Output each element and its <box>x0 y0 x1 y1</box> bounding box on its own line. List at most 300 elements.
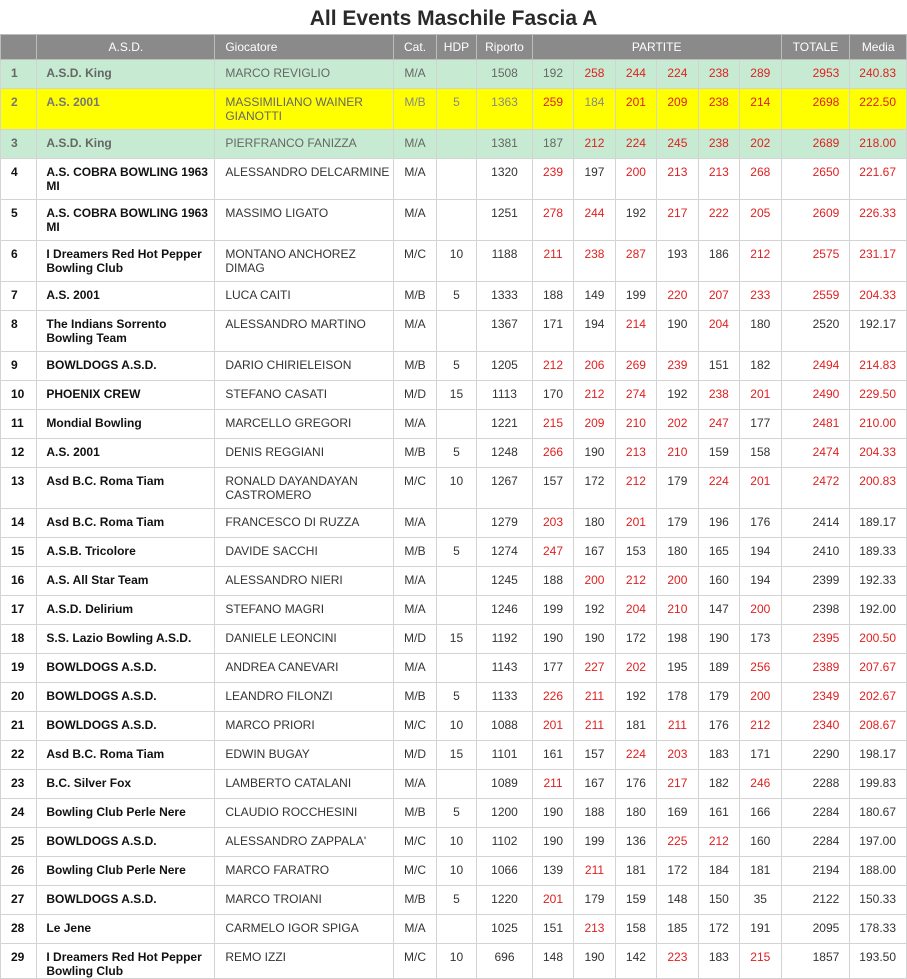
cell-category: M/A <box>394 311 436 352</box>
cell-game-score: 181 <box>615 857 656 886</box>
page-title: All Events Maschile Fascia A <box>309 7 598 30</box>
cell-game-score: 210 <box>615 410 656 439</box>
table-row <box>1 509 907 538</box>
cell-category: M/D <box>394 741 436 770</box>
cell-player: MARCO PRIORI <box>215 712 394 741</box>
cell-riporto: 1279 <box>477 509 533 538</box>
cell-game-score: 224 <box>615 130 656 159</box>
cell-category: M/C <box>394 241 436 282</box>
cell-hdp <box>436 311 476 352</box>
cell-game-score: 201 <box>740 468 782 509</box>
cell-game-score: 258 <box>574 60 615 89</box>
cell-player: CLAUDIO ROCCHESINI <box>215 799 394 828</box>
cell-hdp: 10 <box>436 712 476 741</box>
cell-club: A.S.B. Tricolore <box>37 538 215 567</box>
cell-game-score: 159 <box>615 886 656 915</box>
cell-total: 2340 <box>781 712 850 741</box>
cell-hdp: 5 <box>436 282 476 311</box>
cell-hdp: 5 <box>436 538 476 567</box>
cell-total: 2194 <box>781 857 850 886</box>
cell-game-score: 181 <box>615 712 656 741</box>
cell-game-score: 193 <box>657 241 698 282</box>
cell-club: A.S.D. Delirium <box>37 596 215 625</box>
cell-game-score: 213 <box>657 159 698 200</box>
cell-hdp: 10 <box>436 828 476 857</box>
cell-player: STEFANO CASATI <box>215 381 394 410</box>
cell-game-score: 200 <box>740 683 782 712</box>
cell-game-score: 178 <box>657 683 698 712</box>
cell-game-score: 227 <box>574 654 615 683</box>
cell-total: 2095 <box>781 915 850 944</box>
cell-game-score: 167 <box>574 770 615 799</box>
cell-game-score: 199 <box>574 828 615 857</box>
cell-game-score: 151 <box>698 352 739 381</box>
cell-category: M/A <box>394 596 436 625</box>
cell-club: A.S. COBRA BOWLING 1963 MI <box>37 159 215 200</box>
cell-game-score: 239 <box>657 352 698 381</box>
cell-total: 2650 <box>781 159 850 200</box>
cell-game-score: 212 <box>698 828 739 857</box>
header-row <box>1 35 907 60</box>
cell-game-score: 256 <box>740 654 782 683</box>
cell-club: Le Jene <box>37 915 215 944</box>
cell-game-score: 269 <box>615 352 656 381</box>
cell-average: 222.50 <box>850 89 907 130</box>
cell-riporto: 1333 <box>477 282 533 311</box>
cell-average: 188.00 <box>850 857 907 886</box>
cell-player: MARCELLO GREGORI <box>215 410 394 439</box>
cell-game-score: 238 <box>574 241 615 282</box>
cell-total: 2481 <box>781 410 850 439</box>
cell-average: 210.00 <box>850 410 907 439</box>
cell-game-score: 139 <box>532 857 573 886</box>
table-row <box>1 799 907 828</box>
table-row <box>1 741 907 770</box>
cell-game-score: 161 <box>698 799 739 828</box>
cell-game-score: 206 <box>574 352 615 381</box>
cell-game-score: 190 <box>532 625 573 654</box>
cell-total: 2395 <box>781 625 850 654</box>
cell-game-score: 149 <box>574 282 615 311</box>
header-club[interactable]: A.S.D. <box>37 35 215 60</box>
cell-position: 26 <box>1 857 37 886</box>
cell-club: A.S. COBRA BOWLING 1963 MI <box>37 200 215 241</box>
cell-game-score: 165 <box>698 538 739 567</box>
cell-riporto: 1089 <box>477 770 533 799</box>
cell-game-score: 201 <box>532 712 573 741</box>
cell-total: 2349 <box>781 683 850 712</box>
cell-riporto: 1113 <box>477 381 533 410</box>
cell-average: 189.33 <box>850 538 907 567</box>
cell-game-score: 213 <box>615 439 656 468</box>
cell-player: DARIO CHIRIELEISON <box>215 352 394 381</box>
cell-game-score: 192 <box>615 200 656 241</box>
cell-riporto: 1248 <box>477 439 533 468</box>
cell-position: 23 <box>1 770 37 799</box>
cell-game-score: 166 <box>740 799 782 828</box>
cell-club: A.S. 2001 <box>37 89 215 130</box>
cell-position: 12 <box>1 439 37 468</box>
cell-game-score: 172 <box>574 468 615 509</box>
cell-average: 192.17 <box>850 311 907 352</box>
cell-position: 8 <box>1 311 37 352</box>
cell-game-score: 169 <box>657 799 698 828</box>
cell-position: 13 <box>1 468 37 509</box>
header-hdp[interactable]: HDP <box>436 35 476 60</box>
cell-game-score: 172 <box>615 625 656 654</box>
cell-game-score: 211 <box>574 683 615 712</box>
cell-riporto: 1192 <box>477 625 533 654</box>
cell-average: 150.33 <box>850 886 907 915</box>
cell-game-score: 212 <box>532 352 573 381</box>
cell-player: DAVIDE SACCHI <box>215 538 394 567</box>
cell-average: 192.00 <box>850 596 907 625</box>
cell-hdp <box>436 200 476 241</box>
cell-total: 2122 <box>781 886 850 915</box>
cell-category: M/D <box>394 381 436 410</box>
cell-club: A.S.D. King <box>37 130 215 159</box>
cell-game-score: 188 <box>532 282 573 311</box>
cell-average: 218.00 <box>850 130 907 159</box>
cell-hdp: 10 <box>436 468 476 509</box>
cell-average: 198.17 <box>850 741 907 770</box>
cell-game-score: 158 <box>740 439 782 468</box>
cell-position: 10 <box>1 381 37 410</box>
cell-game-score: 224 <box>698 468 739 509</box>
cell-game-score: 225 <box>657 828 698 857</box>
cell-riporto: 1088 <box>477 712 533 741</box>
cell-player: STEFANO MAGRI <box>215 596 394 625</box>
cell-hdp: 5 <box>436 886 476 915</box>
cell-game-score: 238 <box>698 381 739 410</box>
table-row <box>1 857 907 886</box>
cell-category: M/C <box>394 468 436 509</box>
cell-hdp: 10 <box>436 241 476 282</box>
cell-average: 221.67 <box>850 159 907 200</box>
cell-game-score: 136 <box>615 828 656 857</box>
cell-total: 2284 <box>781 828 850 857</box>
cell-hdp <box>436 654 476 683</box>
cell-game-score: 194 <box>740 567 782 596</box>
cell-game-score: 274 <box>615 381 656 410</box>
table-row <box>1 352 907 381</box>
cell-game-score: 183 <box>698 741 739 770</box>
cell-game-score: 245 <box>657 130 698 159</box>
cell-game-score: 197 <box>574 159 615 200</box>
cell-riporto: 1133 <box>477 683 533 712</box>
cell-hdp: 10 <box>436 944 476 979</box>
cell-hdp <box>436 130 476 159</box>
cell-game-score: 195 <box>657 654 698 683</box>
cell-total: 2494 <box>781 352 850 381</box>
cell-riporto: 1221 <box>477 410 533 439</box>
cell-average: 189.17 <box>850 509 907 538</box>
cell-club: Bowling Club Perle Nere <box>37 857 215 886</box>
cell-club: A.S. All Star Team <box>37 567 215 596</box>
cell-game-score: 190 <box>657 311 698 352</box>
cell-average: 204.33 <box>850 439 907 468</box>
cell-game-score: 190 <box>698 625 739 654</box>
table-body <box>1 60 907 979</box>
cell-riporto: 1251 <box>477 200 533 241</box>
cell-game-score: 171 <box>532 311 573 352</box>
cell-game-score: 289 <box>740 60 782 89</box>
cell-game-score: 201 <box>532 886 573 915</box>
cell-game-score: 194 <box>574 311 615 352</box>
cell-game-score: 204 <box>615 596 656 625</box>
cell-club: Asd B.C. Roma Tiam <box>37 468 215 509</box>
cell-club: Asd B.C. Roma Tiam <box>37 509 215 538</box>
table-row <box>1 596 907 625</box>
cell-position: 22 <box>1 741 37 770</box>
cell-total: 2689 <box>781 130 850 159</box>
cell-average: 240.83 <box>850 60 907 89</box>
cell-category: M/B <box>394 538 436 567</box>
cell-game-score: 158 <box>615 915 656 944</box>
cell-club: B.C. Silver Fox <box>37 770 215 799</box>
cell-game-score: 238 <box>698 130 739 159</box>
cell-game-score: 224 <box>657 60 698 89</box>
cell-game-score: 200 <box>574 567 615 596</box>
cell-game-score: 190 <box>574 439 615 468</box>
cell-category: M/A <box>394 770 436 799</box>
cell-riporto: 1363 <box>477 89 533 130</box>
cell-game-score: 151 <box>532 915 573 944</box>
table-row <box>1 828 907 857</box>
cell-club: S.S. Lazio Bowling A.S.D. <box>37 625 215 654</box>
cell-position: 28 <box>1 915 37 944</box>
cell-game-score: 210 <box>657 596 698 625</box>
cell-average: 193.50 <box>850 944 907 979</box>
cell-hdp: 15 <box>436 381 476 410</box>
cell-game-score: 212 <box>574 130 615 159</box>
cell-total: 1857 <box>781 944 850 979</box>
cell-game-score: 179 <box>698 683 739 712</box>
table-row <box>1 915 907 944</box>
cell-riporto: 1200 <box>477 799 533 828</box>
cell-hdp: 10 <box>436 857 476 886</box>
cell-riporto: 1205 <box>477 352 533 381</box>
cell-game-score: 215 <box>532 410 573 439</box>
cell-game-score: 223 <box>657 944 698 979</box>
cell-position: 16 <box>1 567 37 596</box>
cell-game-score: 247 <box>698 410 739 439</box>
cell-riporto: 1220 <box>477 886 533 915</box>
cell-position: 9 <box>1 352 37 381</box>
cell-position: 6 <box>1 241 37 282</box>
cell-game-score: 201 <box>615 89 656 130</box>
cell-game-score: 220 <box>657 282 698 311</box>
cell-position: 5 <box>1 200 37 241</box>
cell-game-score: 226 <box>532 683 573 712</box>
header-cat[interactable]: Cat. <box>394 35 436 60</box>
cell-average: 202.67 <box>850 683 907 712</box>
cell-game-score: 217 <box>657 200 698 241</box>
cell-game-score: 209 <box>574 410 615 439</box>
cell-total: 2953 <box>781 60 850 89</box>
cell-game-score: 214 <box>740 89 782 130</box>
cell-riporto: 1320 <box>477 159 533 200</box>
cell-game-score: 179 <box>657 468 698 509</box>
cell-position: 17 <box>1 596 37 625</box>
cell-average: 229.50 <box>850 381 907 410</box>
cell-club: A.S. 2001 <box>37 282 215 311</box>
cell-game-score: 213 <box>574 915 615 944</box>
cell-hdp <box>436 567 476 596</box>
cell-total: 2490 <box>781 381 850 410</box>
cell-riporto: 1508 <box>477 60 533 89</box>
cell-game-score: 201 <box>740 381 782 410</box>
cell-hdp: 5 <box>436 352 476 381</box>
cell-club: BOWLDOGS A.S.D. <box>37 683 215 712</box>
cell-average: 226.33 <box>850 200 907 241</box>
cell-game-score: 176 <box>740 509 782 538</box>
cell-game-score: 209 <box>657 89 698 130</box>
cell-game-score: 188 <box>574 799 615 828</box>
cell-player: LAMBERTO CATALANI <box>215 770 394 799</box>
cell-game-score: 35 <box>740 886 782 915</box>
cell-category: M/A <box>394 159 436 200</box>
cell-player: LUCA CAITI <box>215 282 394 311</box>
cell-hdp: 5 <box>436 439 476 468</box>
cell-player: FRANCESCO DI RUZZA <box>215 509 394 538</box>
cell-club: BOWLDOGS A.S.D. <box>37 654 215 683</box>
cell-player: ALESSANDRO ZAPPALA' <box>215 828 394 857</box>
cell-game-score: 157 <box>532 468 573 509</box>
cell-position: 20 <box>1 683 37 712</box>
cell-game-score: 205 <box>740 200 782 241</box>
cell-game-score: 247 <box>532 538 573 567</box>
cell-riporto: 1267 <box>477 468 533 509</box>
cell-player: MASSIMO LIGATO <box>215 200 394 241</box>
cell-game-score: 201 <box>615 509 656 538</box>
cell-total: 2288 <box>781 770 850 799</box>
cell-hdp <box>436 915 476 944</box>
cell-game-score: 211 <box>574 712 615 741</box>
cell-hdp <box>436 159 476 200</box>
cell-game-score: 214 <box>615 311 656 352</box>
cell-game-score: 211 <box>657 712 698 741</box>
standings-table <box>0 34 907 979</box>
cell-game-score: 157 <box>574 741 615 770</box>
cell-position: 27 <box>1 886 37 915</box>
table-row <box>1 89 907 130</box>
cell-category: M/A <box>394 60 436 89</box>
cell-position: 1 <box>1 60 37 89</box>
cell-hdp: 15 <box>436 625 476 654</box>
cell-game-score: 179 <box>657 509 698 538</box>
cell-position: 4 <box>1 159 37 200</box>
cell-position: 25 <box>1 828 37 857</box>
cell-game-score: 179 <box>574 886 615 915</box>
cell-player: EDWIN BUGAY <box>215 741 394 770</box>
cell-game-score: 182 <box>740 352 782 381</box>
table-row <box>1 200 907 241</box>
cell-game-score: 173 <box>740 625 782 654</box>
cell-category: M/A <box>394 410 436 439</box>
table-row <box>1 60 907 89</box>
cell-total: 2609 <box>781 200 850 241</box>
cell-position: 7 <box>1 282 37 311</box>
cell-average: 207.67 <box>850 654 907 683</box>
cell-riporto: 1188 <box>477 241 533 282</box>
cell-game-score: 159 <box>698 439 739 468</box>
header-riporto[interactable]: Riporto <box>477 35 533 60</box>
cell-player: REMO IZZI <box>215 944 394 979</box>
cell-player: MARCO TROIANI <box>215 886 394 915</box>
cell-category: M/A <box>394 509 436 538</box>
cell-game-score: 203 <box>657 741 698 770</box>
cell-game-score: 246 <box>740 770 782 799</box>
cell-club: The Indians Sorrento Bowling Team <box>37 311 215 352</box>
cell-hdp: 5 <box>436 799 476 828</box>
table-row <box>1 410 907 439</box>
table-row <box>1 944 907 979</box>
cell-average: 192.33 <box>850 567 907 596</box>
cell-game-score: 177 <box>532 654 573 683</box>
cell-game-score: 172 <box>698 915 739 944</box>
cell-game-score: 180 <box>574 509 615 538</box>
cell-game-score: 153 <box>615 538 656 567</box>
cell-player: ALESSANDRO NIERI <box>215 567 394 596</box>
cell-game-score: 215 <box>740 944 782 979</box>
cell-game-score: 207 <box>698 282 739 311</box>
cell-game-score: 189 <box>698 654 739 683</box>
cell-average: 199.83 <box>850 770 907 799</box>
cell-riporto: 1274 <box>477 538 533 567</box>
cell-game-score: 268 <box>740 159 782 200</box>
cell-total: 2520 <box>781 311 850 352</box>
cell-riporto: 1381 <box>477 130 533 159</box>
cell-category: M/B <box>394 683 436 712</box>
cell-game-score: 203 <box>532 509 573 538</box>
cell-game-score: 200 <box>740 596 782 625</box>
cell-total: 2284 <box>781 799 850 828</box>
cell-game-score: 190 <box>532 828 573 857</box>
cell-player: RONALD DAYANDAYAN CASTROMERO <box>215 468 394 509</box>
cell-position: 3 <box>1 130 37 159</box>
cell-game-score: 210 <box>657 439 698 468</box>
cell-average: 200.83 <box>850 468 907 509</box>
cell-club: BOWLDOGS A.S.D. <box>37 352 215 381</box>
cell-category: M/D <box>394 625 436 654</box>
header-media[interactable]: Media <box>850 35 907 60</box>
cell-game-score: 222 <box>698 200 739 241</box>
cell-total: 2410 <box>781 538 850 567</box>
cell-game-score: 238 <box>698 60 739 89</box>
cell-total: 2398 <box>781 596 850 625</box>
table-row <box>1 654 907 683</box>
header-player[interactable]: Giocatore <box>215 35 394 60</box>
cell-club: Mondial Bowling <box>37 410 215 439</box>
cell-player: MARCO FARATRO <box>215 857 394 886</box>
cell-hdp <box>436 410 476 439</box>
cell-player: DANIELE LEONCINI <box>215 625 394 654</box>
cell-game-score: 192 <box>532 60 573 89</box>
cell-total: 2575 <box>781 241 850 282</box>
cell-position: 15 <box>1 538 37 567</box>
cell-game-score: 183 <box>698 944 739 979</box>
cell-total: 2474 <box>781 439 850 468</box>
cell-game-score: 160 <box>698 567 739 596</box>
cell-category: M/C <box>394 857 436 886</box>
table-row <box>1 683 907 712</box>
cell-game-score: 192 <box>657 381 698 410</box>
header-totale[interactable]: TOTALE <box>781 35 850 60</box>
cell-hdp <box>436 596 476 625</box>
header-pos <box>1 35 37 60</box>
cell-position: 19 <box>1 654 37 683</box>
